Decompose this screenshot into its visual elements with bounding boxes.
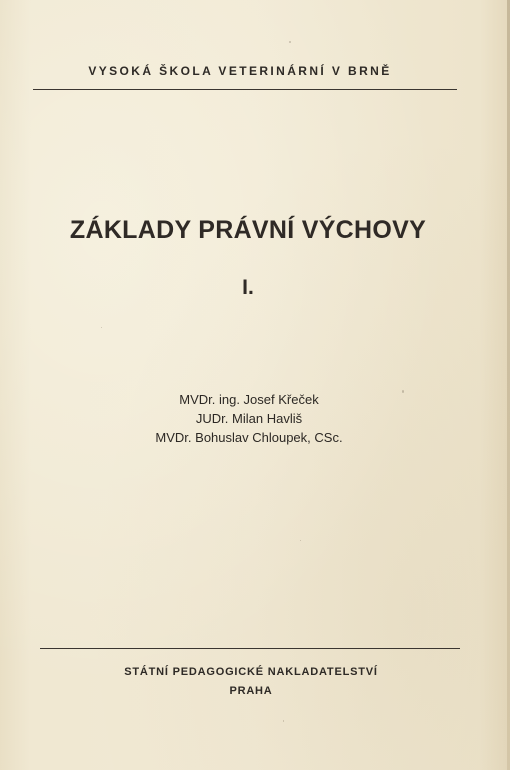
author-2: JUDr. Milan Havliš (195, 411, 303, 426)
author-3: MVDr. Bohuslav Chloupek, CSc. (155, 430, 343, 445)
paper-speck (283, 720, 284, 722)
top-divider (33, 89, 457, 90)
volume-number: I. (242, 276, 254, 299)
author-1: MVDr. ing. Josef Křeček (179, 392, 319, 407)
author-list (0, 390, 498, 447)
paper-speck (402, 390, 404, 393)
paper-speck (289, 41, 291, 43)
paper-speck (101, 327, 102, 328)
publisher-city: PRAHA (229, 685, 273, 697)
institution-name: VYSOKÁ ŠKOLA VETERINÁRNÍ V BRNĚ (88, 64, 392, 78)
book-title: ZÁKLADY PRÁVNÍ VÝCHOVY (69, 216, 427, 244)
bottom-divider (40, 648, 460, 649)
publisher-name: STÁTNÍ PEDAGOGICKÉ NAKLADATELSTVÍ (124, 666, 378, 678)
publisher-block (0, 663, 502, 701)
paper-speck (300, 540, 301, 541)
